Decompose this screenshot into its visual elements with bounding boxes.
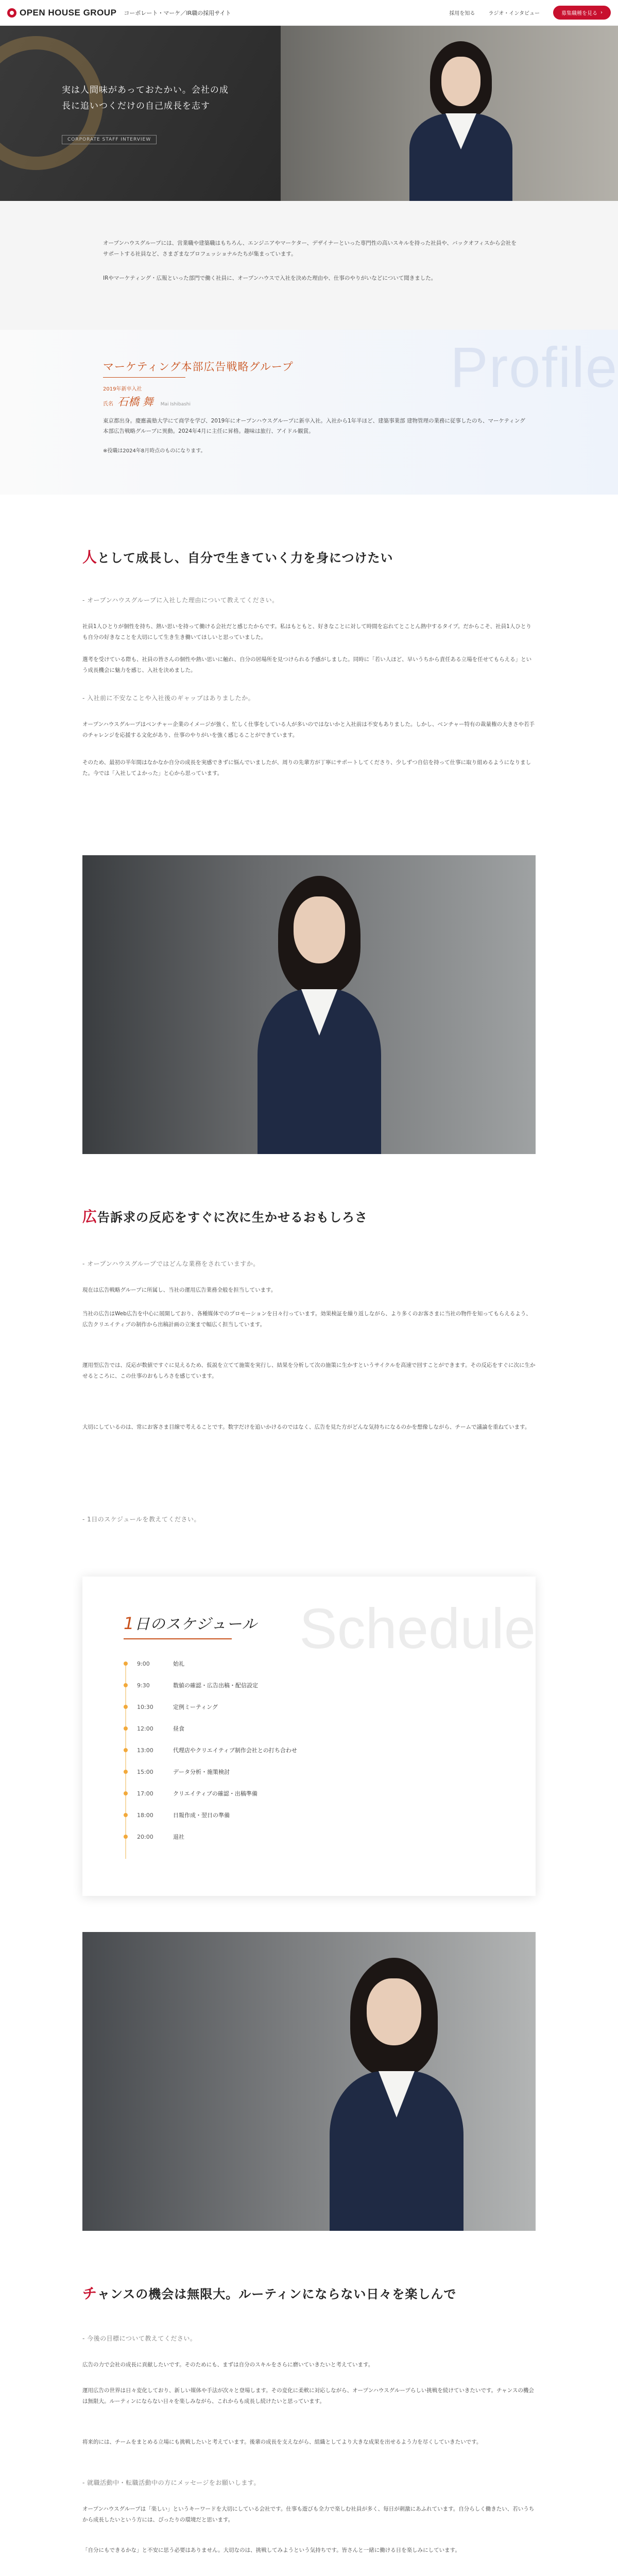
schedule-row: [124, 1653, 494, 1674]
paragraph: 選考を受けている際も、社員の皆さんの個性や熱い思いに触れ、自分の居場所を見つけられる予感がしました。同時に「若い人ほど、早いうちから責任ある立場を任せてもらえる」という成長機会に魅力を感じ、入社を決めました。: [82, 656, 532, 673]
section-title-initial: 人: [82, 549, 98, 566]
interview-photo: [82, 1932, 536, 2231]
profile-name: 石橋 舞: [117, 396, 153, 408]
hero-tag: CORPORATE STAFF INTERVIEW: [62, 135, 157, 144]
paragraph: 社員1人ひとりが個性を持ち、熱い思いを持って働ける会社だと感じたからです。私はもともと、好きなことに対して時間を忘れてとことん熱中するタイプ。だからこそ、社員1人ひとりも自分の好きなことを大切にして生き生き働いてほしいと思っていました。: [82, 623, 531, 640]
section-title-initial: チ: [82, 2285, 98, 2302]
site-subtitle: コーポレート・マーケ／IR職の採用サイト: [124, 9, 231, 16]
schedule-text: 定例ミーティング: [173, 1704, 218, 1710]
timeline-dot-icon: [124, 1726, 128, 1731]
profile-department: マーケティング本部広告戦略グループ: [103, 361, 294, 373]
question: - オープンハウスグループではどんな業務をされていますか。: [82, 1260, 260, 1267]
nav-item-interview[interactable]: ラジオ・インタビュー: [488, 11, 540, 16]
hero-copy: [62, 82, 263, 114]
schedule-list: [124, 1653, 494, 1848]
nav-item-about[interactable]: 採用を知る: [449, 11, 475, 16]
schedule-time: 9:30: [137, 1682, 150, 1689]
paragraph: 大切にしているのは、常にお客さま目線で考えることです。数字だけを追いかけるのではなく、広告を見た方がどんな気持ちになるのかを想像しながら、チームで議論を重ねています。: [82, 1424, 530, 1430]
jobs-cta-button[interactable]: [553, 6, 611, 20]
timeline-dot-icon: [124, 1683, 128, 1687]
hero-photo: [281, 26, 618, 201]
schedule-text: 数値の確認・広告出稿・配信設定: [173, 1682, 258, 1689]
schedule-text: 代理店やクリエイティブ制作会社との打ち合わせ: [173, 1747, 297, 1754]
schedule-row: [124, 1826, 494, 1848]
profile-bg-word: Profile: [450, 336, 618, 399]
schedule-time: 13:00: [137, 1747, 153, 1754]
profile-note: ※役職は2024年8月時点のものになります。: [103, 448, 206, 454]
site-header: [0, 0, 618, 26]
schedule-row: [124, 1739, 494, 1761]
profile-name-label: 氏名: [103, 401, 113, 407]
schedule-time: 17:00: [137, 1790, 153, 1797]
profile-join-year: 2019年新卒入社: [103, 386, 142, 392]
paragraph: 広告の力で会社の成長に貢献したいです。そのためにも、まずは自分のスキルをさらに磨いていきたいと考えています。: [82, 2362, 374, 2368]
question: - 今後の目標について教えてください。: [82, 2335, 197, 2342]
paragraph: 運用広告の世界は日々変化しており、新しい媒体や手法が次々と登場します。その変化に柔軟に対応しながら、オープンハウスグループらしい挑戦を続けていきたいです。チャンスの機会は無限大。ルーティンにならない日々を楽しみながら、これからも成長し続けたいと思っています。: [82, 2387, 534, 2404]
schedule-time: 12:00: [137, 1725, 153, 1732]
schedule-row: [124, 1674, 494, 1696]
section-title-1: [82, 546, 393, 567]
profile-name-row: [103, 394, 191, 409]
timeline-dot-icon: [124, 1813, 128, 1817]
schedule-text: 昼食: [173, 1725, 184, 1732]
schedule-row: [124, 1804, 494, 1826]
schedule-text: データ分析・施策検討: [173, 1769, 230, 1775]
timeline-dot-icon: [124, 1791, 128, 1795]
schedule-title-initial: 1: [124, 1614, 135, 1633]
timeline-dot-icon: [124, 1662, 128, 1666]
schedule-title-text: 日のスケジュール: [134, 1615, 258, 1633]
jobs-cta-label: 募集職種を見る: [561, 11, 597, 16]
hero-copy-line1: 実は人間味があっておたかい。会社の成: [62, 85, 229, 95]
chevron-right-icon: ›: [600, 10, 603, 15]
schedule-text: 日報作成・翌日の準備: [173, 1812, 230, 1819]
timeline-dot-icon: [124, 1835, 128, 1839]
hero-left-panel: [0, 26, 281, 201]
intro-text: オープンハウスグループには、営業職や建築職はもちろん、エンジニアやマーケター、デザイナーといった専門性の高いスキルを持った社員や、バックオフィスから会社をサポートする社員など、さまざまなプロフェッショナルたちが集まっています。: [103, 240, 517, 257]
question: - オープンハウスグループに入社した理由について教えてください。: [82, 597, 279, 604]
question: - 入社前に不安なことや入社後のギャップはありましたか。: [82, 694, 255, 702]
interview-photo: [82, 855, 536, 1154]
divider: [103, 377, 185, 378]
timeline-dot-icon: [124, 1705, 128, 1709]
section-title-2: [82, 1206, 368, 1226]
intro-text-2: IRやマーケティング・広報といった部門で働く社員に、オープンハウスで入社を決めた理由や、仕事のやりがいなどについて聞きました。: [103, 275, 437, 281]
schedule-time: 15:00: [137, 1768, 153, 1775]
section-title-text: 告訴求の反応をすぐに次に生かせるおもしろさ: [97, 1210, 368, 1225]
question: - 1日のスケジュールを教えてください。: [82, 1516, 201, 1523]
schedule-text: 退社: [173, 1834, 184, 1840]
schedule-time: 10:30: [137, 1703, 153, 1710]
profile-bio: 東京都出身。慶應義塾大学にて商学を学び、2019年にオープンハウスグループに新卒入社。入社から1年半ほど、建築事業部 建物管理の業務に従事したのち、マーケティング本部広告戦略グループに異動。2024年4月に主任に昇格。趣味は旅行、アイドル観賞。: [103, 418, 525, 434]
logo-text: OPEN HOUSE GROUP: [20, 7, 117, 18]
paragraph: 将来的には、チームをまとめる立場にも挑戦したいと考えています。後輩の成長を支えながら、組織としてより大きな成果を出せるよう力を尽くしていきたいです。: [82, 2439, 482, 2445]
schedule-card: [82, 1577, 536, 1896]
schedule-time: 9:00: [137, 1660, 150, 1667]
section-title-text: として成長し、自分で生きていく力を身につけたい: [97, 551, 393, 565]
schedule-row: [124, 1718, 494, 1739]
divider: [124, 1638, 232, 1639]
logo-icon: [7, 8, 16, 18]
section-title-3: [82, 2282, 456, 2303]
person-figure: [258, 876, 381, 1154]
person-figure: [330, 1958, 464, 2231]
schedule-text: クリエイティブの確認・出稿準備: [173, 1790, 258, 1797]
hero: [0, 26, 618, 201]
paragraph: オープンハウスグループはベンチャー企業のイメージが強く、忙しく仕事をしている人が多いのではないかと入社前は不安もありました。しかし、ベンチャー特有の裁量権の大きさや若手のチャレンジを応援する文化があり、仕事のやりがいを強く感じることができています。: [82, 721, 535, 738]
schedule-bg-word: Schedule: [299, 1597, 536, 1660]
timeline-dot-icon: [124, 1748, 128, 1752]
schedule-row: [124, 1783, 494, 1804]
paragraph: 「自分にもできるかな」と不安に思う必要はありません。大切なのは、挑戦してみようという気持ちです。皆さんと一緒に働ける日を楽しみにしています。: [82, 2547, 460, 2553]
profile-name-roman: Mai Ishibashi: [160, 402, 191, 407]
hero-copy-line2: 長に追いつくだけの自己成長を志す: [62, 100, 210, 111]
schedule-text: 始礼: [173, 1660, 184, 1667]
section-title-initial: 広: [82, 1208, 98, 1225]
paragraph: そのため、最初の半年間はなかなか自分の成長を実感できずに悩んでいましたが、周りの先輩方が丁寧にサポートしてくださり、少しずつ自信を持って仕事に取り組めるようになりました。今では「入社してよかった」と心から思っています。: [82, 759, 531, 776]
question: - 就職活動中・転職活動中の方にメッセージをお願いします。: [82, 2479, 260, 2486]
paragraph: 現在は広告戦略グループに所属し、当社の運用広告業務全般を担当しています。: [82, 1287, 277, 1293]
timeline-dot-icon: [124, 1770, 128, 1774]
schedule-time: 18:00: [137, 1811, 153, 1819]
paragraph: 運用型広告では、反応が数値ですぐに見えるため、仮説を立てて施策を実行し、結果を分析して次の施策に生かすというサイクルを高速で回すことができます。その反応をすぐに次に生かせるところに、この仕事のおもしろさを感じています。: [82, 1362, 536, 1379]
paragraph: 当社の広告はWeb広告を中心に展開しており、各種媒体でのプロモーションを日々行っています。効果検証を繰り返しながら、より多くのお客さまに当社の物件を知ってもらえるよう、広告クリエイティブの制作から出稿計画の立案まで幅広く担当しています。: [82, 1311, 531, 1328]
schedule-time: 20:00: [137, 1833, 153, 1840]
profile-section: [0, 330, 618, 495]
section-title-text: ャンスの機会は無限大。ルーティンにならない日々を楽しんで: [97, 2287, 457, 2301]
logo[interactable]: [7, 8, 116, 18]
schedule-title: [124, 1613, 258, 1634]
paragraph: オープンハウスグループは「楽しい」というキーワードを大切にしている会社です。仕事も遊びも全力で楽しむ社員が多く、毎日が刺激にあふれています。自分らしく働きたい、若いうちから成長したいという方には、ぴったりの環境だと思います。: [82, 2506, 535, 2523]
person-figure: [409, 36, 512, 201]
global-nav: [449, 6, 611, 20]
schedule-row: [124, 1696, 494, 1718]
intro-section: [0, 201, 618, 330]
schedule-row: [124, 1761, 494, 1783]
